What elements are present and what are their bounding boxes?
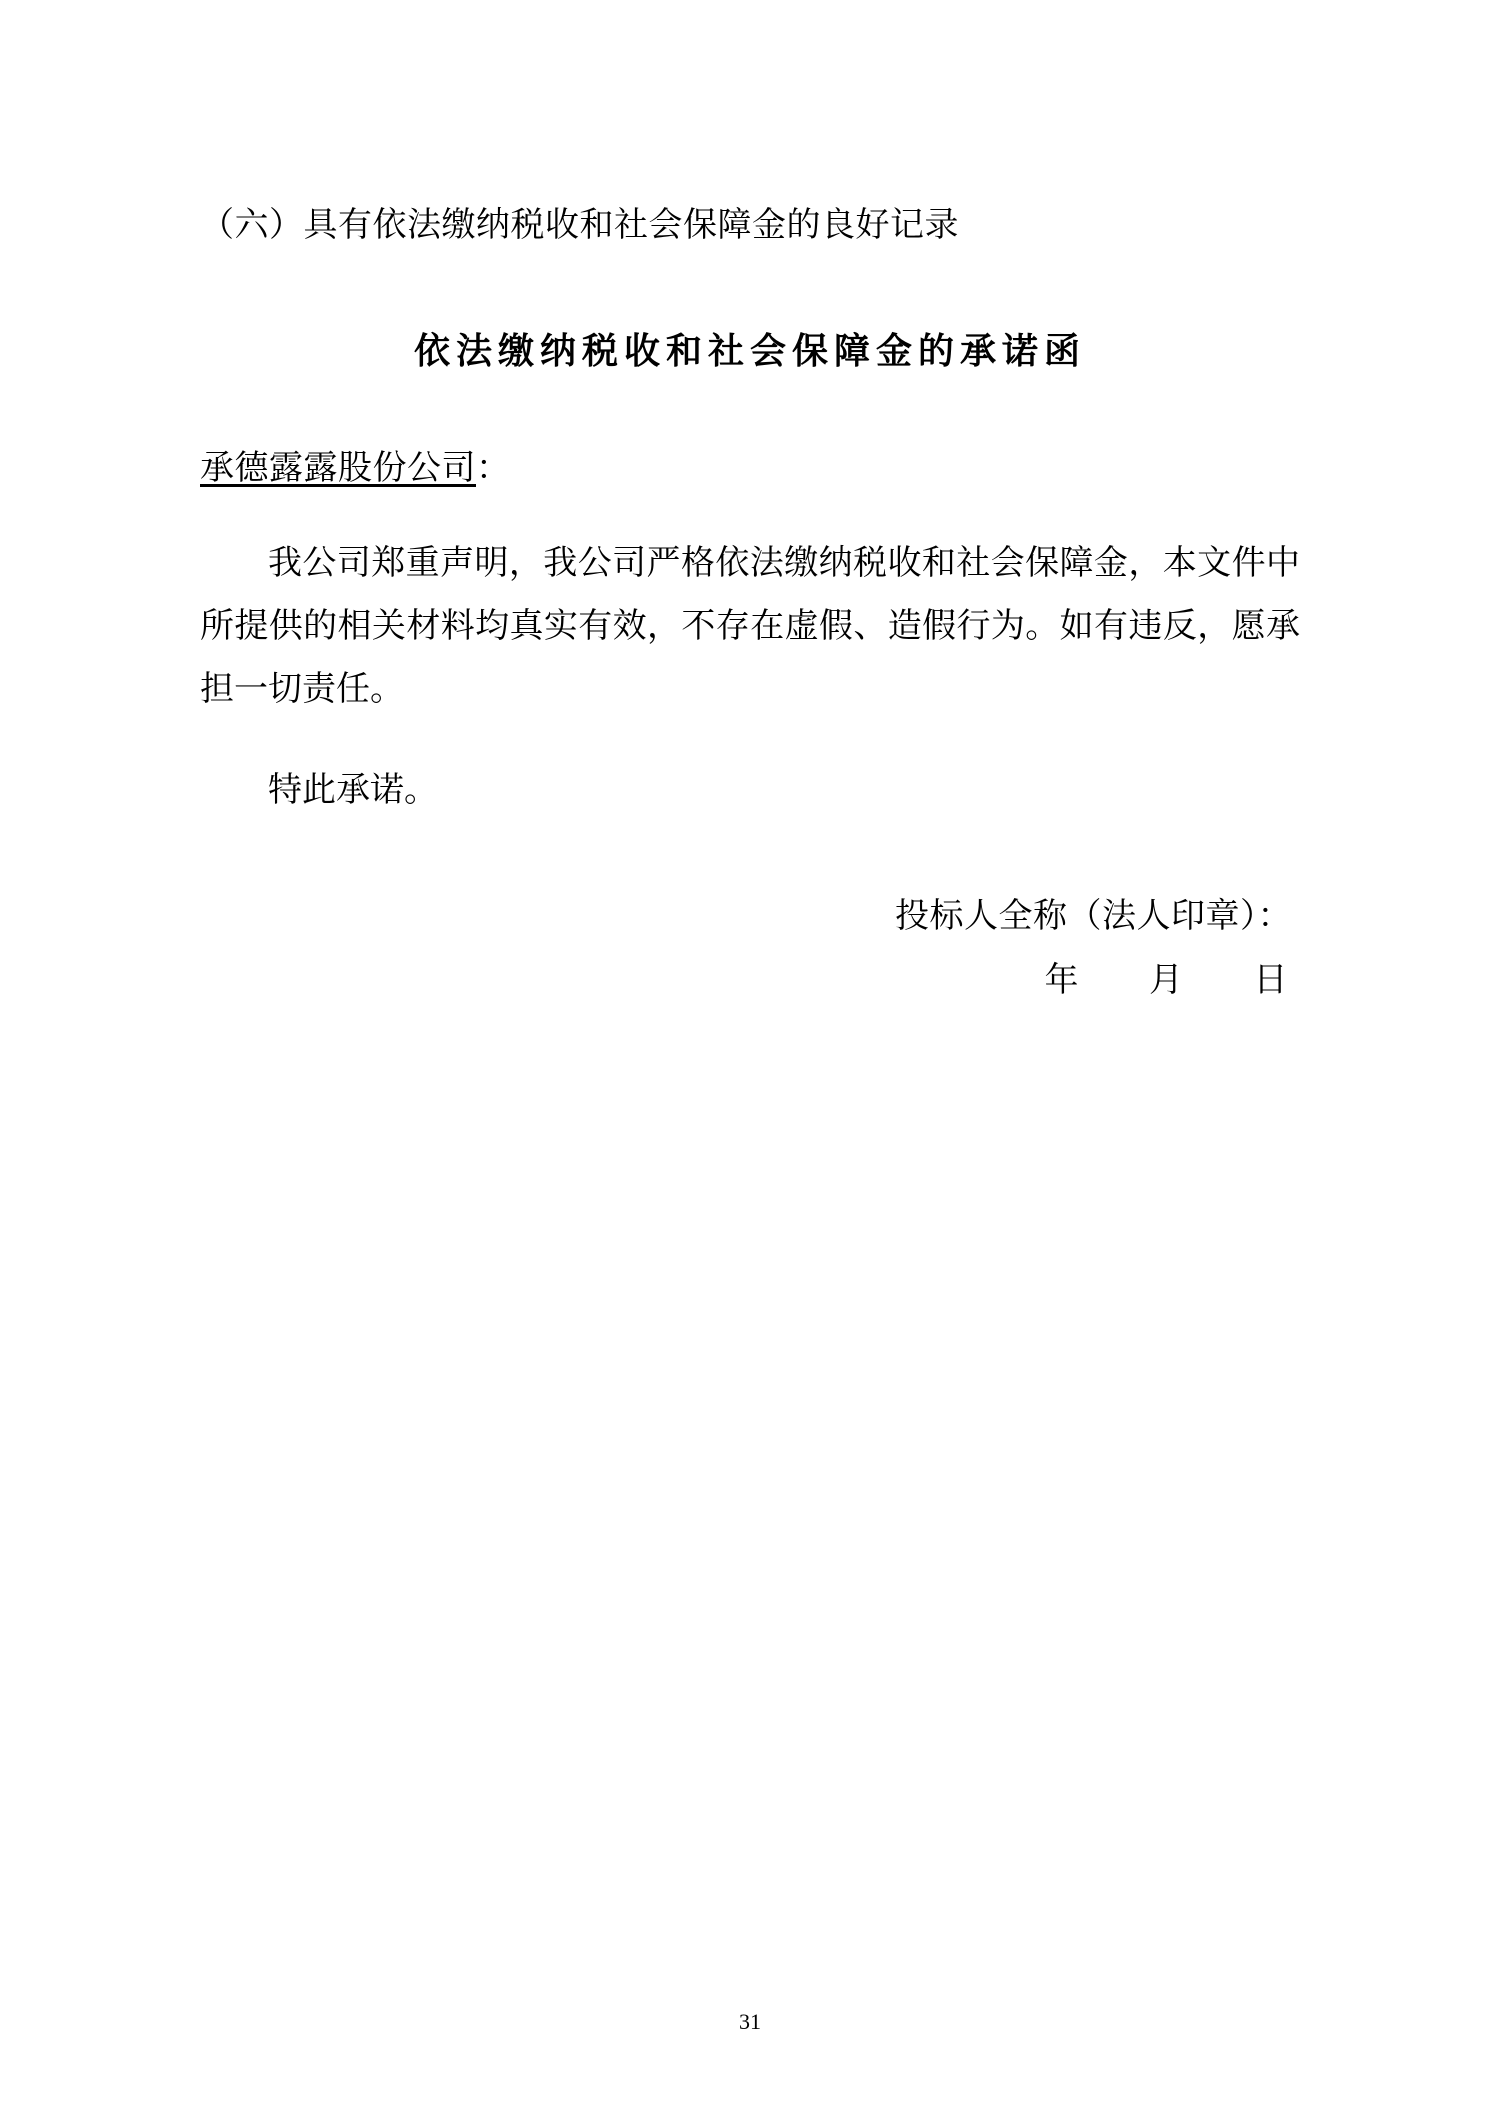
addressee-line (200, 440, 1300, 489)
addressee-name: 承德露露股份公司 (200, 450, 476, 487)
page-number: 31 (739, 2009, 761, 2034)
addressee-colon: ： (476, 450, 511, 487)
date-year-label: 年 (1044, 962, 1079, 1000)
date-day-label: 日 (1253, 962, 1288, 1000)
document-title: 依法缴纳税收和社会保障金的承诺函 (413, 331, 1086, 371)
signature-block (200, 885, 1300, 1014)
date-line (200, 949, 1300, 1014)
page-content (200, 0, 1300, 2121)
section-heading: （六）具有依法缴纳税收和社会保障金的良好记录 (200, 207, 959, 244)
bidder-name-label: 投标人全称（法人印章）： (895, 897, 1292, 935)
date-month-label: 月 (1149, 962, 1184, 1000)
statement-paragraph: 我公司郑重声明，我公司严格依法缴纳税收和社会保障金，本文件中所提供的相关材料均真实有效，不存在虚假、造假行为。如有违反，愿承担一切责任。 (200, 545, 1300, 708)
closing-paragraph: 特此承诺。 (268, 771, 438, 809)
